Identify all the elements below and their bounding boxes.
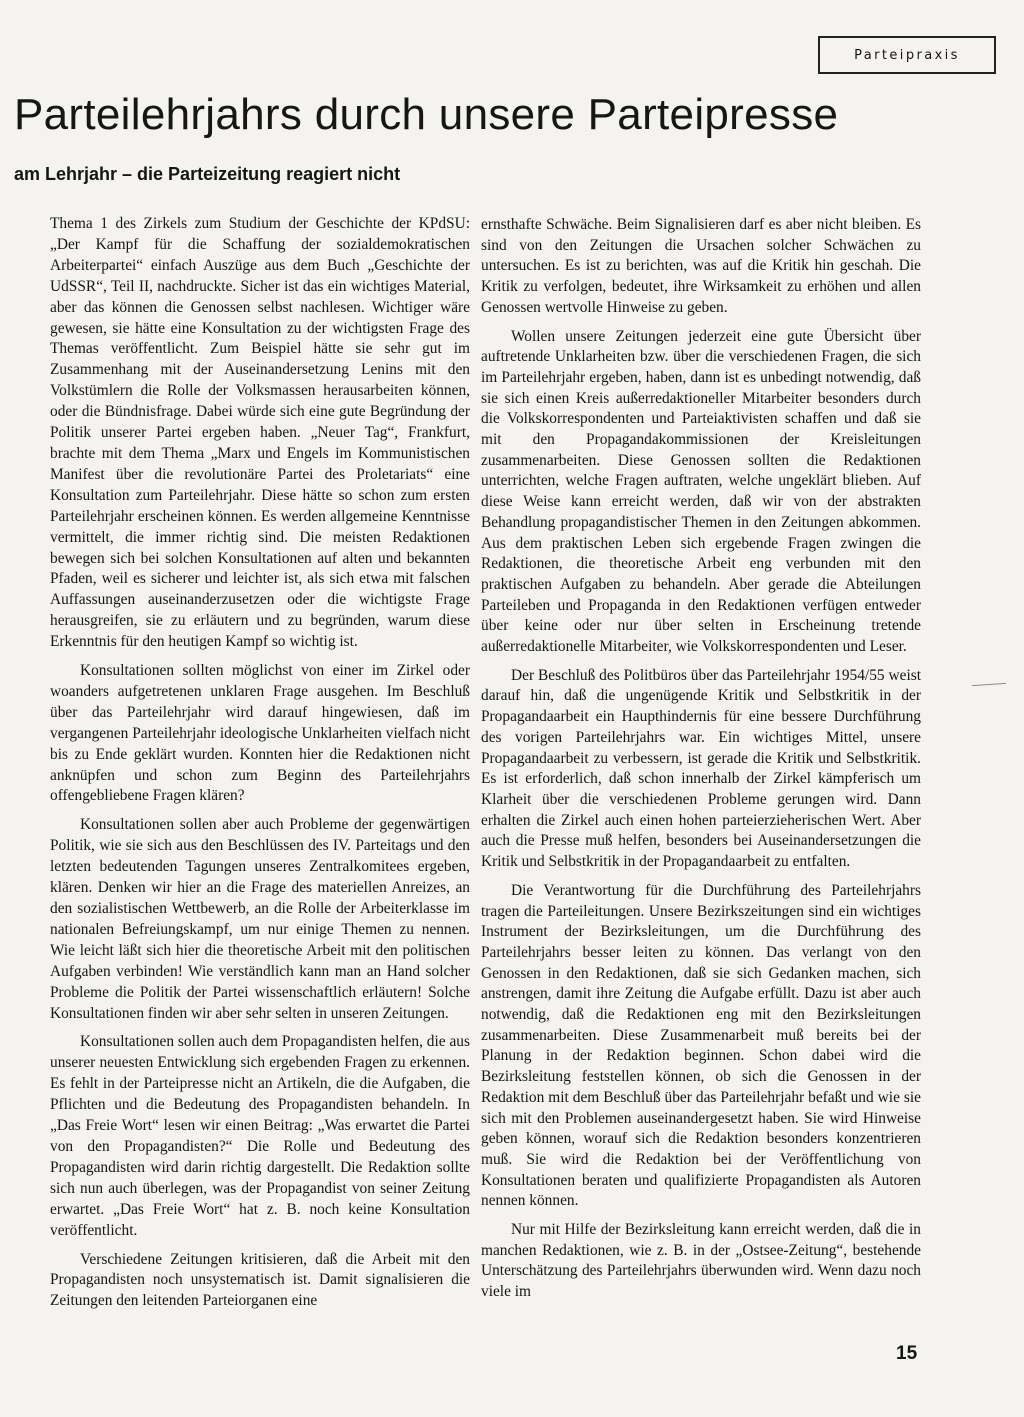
paragraph: Konsultationen sollten möglichst von einer im Zirkel oder woanders aufgetretenen unklaren Frage ausgehen. Im Beschluß über das Parteilehrjahr wird darauf hingewiesen, daß im vergangenen Parteilehrjahr ideologische Unklarheiten vielfach nicht bis zu Ende geklärt wurden. Konnten hier die Redaktionen nicht anknüpfen und schon zum Beginn des Parteilehrjahrs offengebliebene Fragen klären?	[50, 662, 470, 805]
right-text-column	[481, 215, 921, 1303]
paragraph: Nur mit Hilfe der Bezirksleitung kann erreicht werden, daß die in manchen Redaktionen, wie z. B. in der „Ostsee-Zeitung“, bestehende Unterschätzung des Parteilehrjahrs überwunden wird. Wenn dazu noch viele im	[481, 1221, 921, 1301]
left-text-column	[50, 214, 470, 1312]
article-headline: Parteilehrjahrs durch unsere Parteipresse	[14, 90, 839, 139]
paragraph: ernsthafte Schwäche. Beim Signalisieren darf es aber nicht bleiben. Es sind von den Zeitungen die Ursachen solcher Schwächen zu untersuchen. Es ist zu berichten, was auf die Kritik hin geschah. Die Kritik zu verfolgen, bedeutet, ihre Wirksamkeit zu erhöhen und allen Genossen wertvolle Hinweise zu geben.	[481, 216, 921, 316]
paragraph: Der Beschluß des Politbüros über das Parteilehrjahr 1954/55 weist darauf hin, daß die ungenügende Kritik und Selbstkritik in der Propagandaarbeit ein Haupthindernis für eine bessere Durchführung des vorigen Parteilehrjahrs war. Ein wichtiges Mittel, unsere Propagandaarbeit zu verbessern, ist gerade die Kritik und Selbstkritik. Es ist erforderlich, daß schon innerhalb der Zirkel kämpferisch um Klarheit über die verschiedenen Probleme gerungen wird. Dann erhalten die Zirkel auch einen hohen parteierzieherischen Wert. Aber auch die Presse muß helfen, besonders bei Auseinandersetzungen die Kritik und Selbstkritik in der Propagandaarbeit zu entfalten.	[481, 666, 921, 871]
page-number: 15	[896, 1343, 918, 1364]
article-subheadline: am Lehrjahr – die Parteizeitung reagiert nicht	[14, 164, 401, 184]
paragraph: Die Verantwortung für die Durchführung des Parteilehrjahrs tragen die Parteileitungen. Unsere Bezirkszeitungen sind ein wichtiges Instrument der Bezirksleitungen, um die Durchführung des Parteilehrjahrs besser leiten zu können. Das verlangt von den Genossen in den Redaktionen, daß sie sich Gedanken machen, sich anstrengen, damit ihre Zeitung die Aufgabe erfüllt. Dazu ist aber auch notwendig, daß die Redaktionen eng mit den Bezirksleitungen zusammenarbeiten. Diese Zusammenarbeit muß bereits bei der Planung in der Redaktion beginnen. Schon dabei wird die Bezirksleitung feststellen können, ob sich die Genossen in der Redaktion mit dem Beschluß über das Parteilehrjahr befaßt und wie sie sich mit den Problemen auseinandergesetzt haben. Sie wird Hinweise geben können, worauf sich die Redaktion besonders konzentrieren muß. Sie wird die Redaktion bei der Veröffentlichung von Konsultationen beraten und qualifizierte Propagandisten als Autoren nennen können.	[481, 881, 921, 1210]
section-label: Parteipraxis	[818, 36, 996, 74]
margin-pencil-mark	[972, 683, 1006, 686]
paragraph: Verschiedene Zeitungen kritisieren, daß die Arbeit mit den Propagandisten noch unsystematisch ist. Damit signalisieren die Zeitungen den leitenden Parteiorganen eine	[50, 1250, 470, 1310]
paragraph: Wollen unsere Zeitungen jederzeit eine gute Übersicht über auftretende Unklarheiten bzw. über die verschiedenen Fragen, die sich im Parteilehrjahr ergeben, haben, dann ist es unbedingt notwendig, daß sie sich einen Kreis außerredaktioneller Mitarbeiter besonders durch die Volkskorrespondenten und Parteiaktivisten schaffen und daß sie mit den Propagandakommissionen der Kreisleitungen zusammenarbeiten. Diese Genossen sollten die Redaktionen unterrichten, welche Fragen auftraten, welche ungeklärt blieben. Auf diese Weise kann erreicht werden, daß wir von der abstrakten Behandlung propagandistischer Themen in den Zeitungen abkommen. Aus dem praktischen Leben sich ergebende Fragen zwingen die Redaktionen, die theoretische Arbeit eng verbunden mit den praktischen Aufgaben zu behandeln. Aber gerade die Abteilungen Parteileben und Propaganda in den Redaktionen verfügen entweder über keine oder nur über selten in Erscheinung tretende außerredaktionelle Mitarbeiter, wie Volkskorrespondenten und Leser.	[481, 327, 921, 656]
paragraph: Konsultationen sollen aber auch Probleme der gegenwärtigen Politik, wie sie sich aus den Beschlüssen des IV. Parteitags und den letzten bedeutenden Tagungen unseres Zentralkomitees ergeben, klären. Denken wir hier an die Frage des materiellen Anreizes, an den sozialistischen Wettbewerb, an die Rolle der Arbeiterklasse im nationalen Befreiungskampf, um nur einige Themen zu nennen. Wie leicht läßt sich hier die theoretische Arbeit mit den politischen Aufgaben verbinden! Wie verständlich kann man an Hand solcher Probleme die Politik der Partei wissenschaftlich erläutern! Solche Konsultationen finden wir aber sehr selten in unseren Zeitungen.	[50, 816, 470, 1022]
paragraph: Thema 1 des Zirkels zum Studium der Geschichte der KPdSU: „Der Kampf für die Schaffung der sozialdemokratischen Arbeiterpartei“ einfach Auszüge aus dem Buch „Geschichte der UdSSR“, Teil II, nachdruckte. Sicher ist das ein wichtiges Material, aber das können die Genossen selbst nachlesen. Wichtiger wäre gewesen, sie hätte eine Konsultation zu der wichtigsten Frage des Themas veröffentlicht. Zum Beispiel hätte sie sehr gut im Zusammenhang mit der Auseinandersetzung Lenins mit den Volkstümlern die Rolle der Volksmassen herausarbeiten können, oder die Bündnisfrage. Dabei würde sich eine gute Begründung der Politik unserer Partei ergeben haben. „Neuer Tag“, Frankfurt, brachte mit dem Thema „Marx und Engels im Kommunistischen Manifest über die revolutionäre Partei des Proletariats“ eine Konsultation zum Parteilehrjahr. Diese hätte so schon zum ersten Parteilehrjahr erscheinen können. Es werden allgemeine Kenntnisse vermittelt, die immer richtig sind. Die meisten Redaktionen bewegen sich bei solchen Konsultationen auf alten und bekannten Pfaden, weil es sicherer und leichter ist, als sich etwa mit falschen Auffassungen auseinanderzusetzen oder die wichtigste Frage herausgreifen, sie zu erläutern und zu begründen, warum diese Erkenntnis für den heutigen Kampf so wichtig ist.	[50, 215, 470, 651]
paragraph: Konsultationen sollen auch dem Propagandisten helfen, die aus unserer neuesten Entwicklung sich ergebenden Fragen zu erkennen. Es fehlt in der Parteipresse nicht an Artikeln, die die Aufgaben, die Pflichten und die Bedeutung des Propagandisten behandeln. In „Das Freie Wort“ lesen wir einen Beitrag: „Was erwartet die Partei von den Propagandisten?“ Die Rolle und Bedeutung des Propagandisten wird darin richtig dargestellt. Die Redaktion sollte sich nun auch überlegen, was der Propagandist von seiner Zeitung erwartet. „Das Freie Wort“ hat z. B. noch keine Konsultation veröffentlicht.	[50, 1033, 470, 1239]
